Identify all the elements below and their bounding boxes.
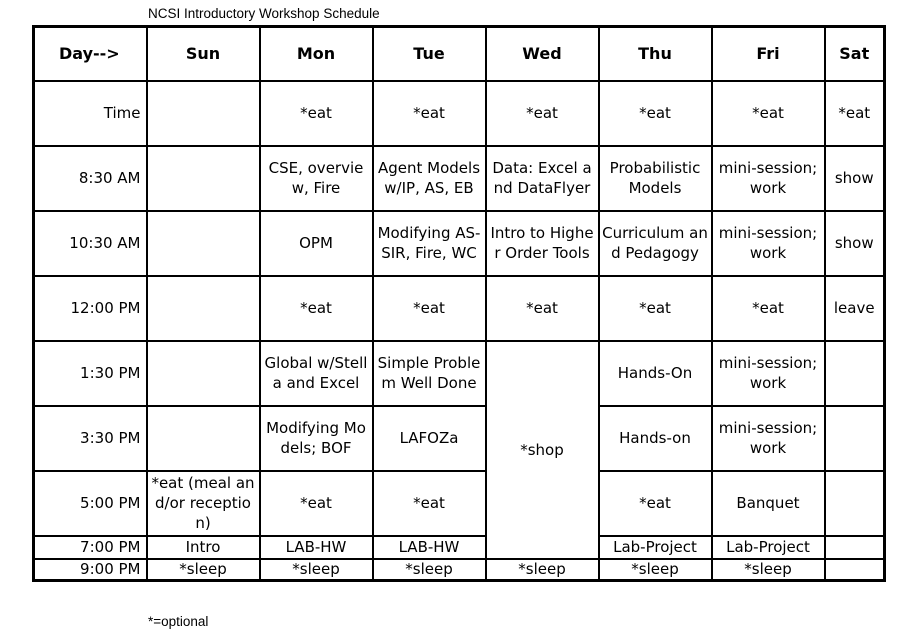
cell-sun: Intro — [147, 536, 260, 559]
schedule-title: NCSI Introductory Workshop Schedule — [148, 6, 380, 21]
cell-mon: LAB-HW — [260, 536, 373, 559]
cell-sat — [825, 536, 885, 559]
time-label: 8:30 AM — [34, 146, 147, 211]
cell-sat — [825, 471, 885, 536]
time-label: 3:30 PM — [34, 406, 147, 471]
time-label: 12:00 PM — [34, 276, 147, 341]
header-mon: Mon — [260, 27, 373, 81]
cell-wed-shop: *shop — [486, 341, 599, 559]
cell-mon: CSE, overview, Fire — [260, 146, 373, 211]
table-row — [34, 536, 885, 559]
cell-sun — [147, 146, 260, 211]
cell-fri: mini-session;work — [712, 211, 825, 276]
cell-thu: *sleep — [599, 559, 712, 581]
schedule-table — [32, 25, 886, 582]
cell-wed: Intro to Higher Order Tools — [486, 211, 599, 276]
cell-wed: *eat — [486, 81, 599, 146]
header-fri: Fri — [712, 27, 825, 81]
cell-sun — [147, 211, 260, 276]
time-label: Time — [34, 81, 147, 146]
cell-tue: Agent Models w/IP, AS, EB — [373, 146, 486, 211]
cell-wed: Data: Excel and DataFlyer — [486, 146, 599, 211]
cell-sun: *eat (meal and/or reception) — [147, 471, 260, 536]
cell-fri: Banquet — [712, 471, 825, 536]
table-row — [34, 276, 885, 341]
cell-mon: OPM — [260, 211, 373, 276]
cell-thu: *eat — [599, 471, 712, 536]
time-label: 9:00 PM — [34, 559, 147, 581]
cell-thu: Lab-Project — [599, 536, 712, 559]
header-sun: Sun — [147, 27, 260, 81]
cell-thu: Hands-on — [599, 406, 712, 471]
cell-mon: *eat — [260, 471, 373, 536]
cell-tue: *eat — [373, 81, 486, 146]
table-row — [34, 559, 885, 581]
cell-thu: Curriculum and Pedagogy — [599, 211, 712, 276]
cell-mon: Global w/Stella and Excel — [260, 341, 373, 406]
cell-mon: *sleep — [260, 559, 373, 581]
cell-thu: Hands-On — [599, 341, 712, 406]
cell-fri: *sleep — [712, 559, 825, 581]
cell-sat — [825, 406, 885, 471]
cell-thu: *eat — [599, 276, 712, 341]
cell-fri: Lab-Project — [712, 536, 825, 559]
cell-fri: *eat — [712, 81, 825, 146]
cell-tue: LAFOZa — [373, 406, 486, 471]
cell-thu: *eat — [599, 81, 712, 146]
cell-fri: *eat — [712, 276, 825, 341]
time-label: 5:00 PM — [34, 471, 147, 536]
table-row — [34, 341, 885, 406]
header-row — [34, 27, 885, 81]
cell-wed: *eat — [486, 276, 599, 341]
cell-fri: mini-session;work — [712, 406, 825, 471]
cell-thu: Probabilistic Models — [599, 146, 712, 211]
cell-tue: *sleep — [373, 559, 486, 581]
table-row — [34, 81, 885, 146]
cell-tue: Modifying AS-SIR, Fire, WC — [373, 211, 486, 276]
header-sat: Sat — [825, 27, 885, 81]
cell-fri: mini-session;work — [712, 146, 825, 211]
cell-tue: *eat — [373, 471, 486, 536]
time-label: 10:30 AM — [34, 211, 147, 276]
cell-mon: *eat — [260, 81, 373, 146]
cell-wed: *sleep — [486, 559, 599, 581]
time-label: 1:30 PM — [34, 341, 147, 406]
cell-tue: LAB-HW — [373, 536, 486, 559]
cell-sun: *sleep — [147, 559, 260, 581]
time-label: 7:00 PM — [34, 536, 147, 559]
header-tue: Tue — [373, 27, 486, 81]
cell-sat: show — [825, 146, 885, 211]
footnote: *=optional — [148, 614, 209, 629]
cell-mon: Modifying Models; BOF — [260, 406, 373, 471]
cell-sun — [147, 406, 260, 471]
header-thu: Thu — [599, 27, 712, 81]
cell-tue: Simple Problem Well Done — [373, 341, 486, 406]
cell-sat: leave — [825, 276, 885, 341]
header-day-label: Day--> — [34, 27, 147, 81]
table-row — [34, 471, 885, 536]
cell-sat: show — [825, 211, 885, 276]
table-row — [34, 406, 885, 471]
cell-sat — [825, 559, 885, 581]
table-row — [34, 211, 885, 276]
cell-mon: *eat — [260, 276, 373, 341]
cell-sat: *eat — [825, 81, 885, 146]
cell-sat — [825, 341, 885, 406]
cell-sun — [147, 81, 260, 146]
cell-sun — [147, 276, 260, 341]
cell-sun — [147, 341, 260, 406]
table-row — [34, 146, 885, 211]
cell-tue: *eat — [373, 276, 486, 341]
cell-fri: mini-session;work — [712, 341, 825, 406]
header-wed: Wed — [486, 27, 599, 81]
